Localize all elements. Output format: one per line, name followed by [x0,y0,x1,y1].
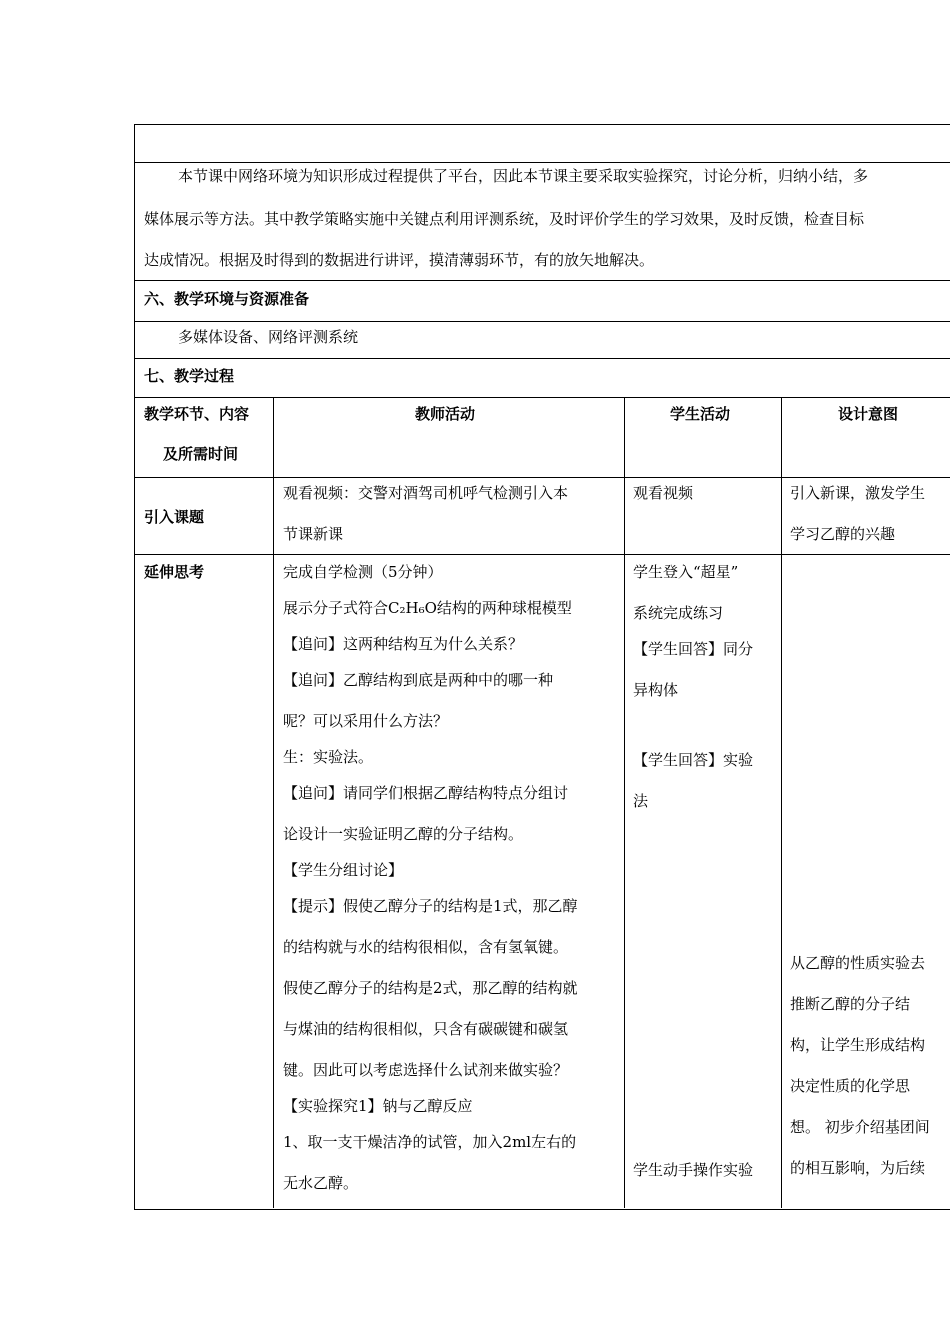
row2-student-line: 异构体 [633,681,679,699]
section6-heading: 六、教学环境与资源准备 [144,290,310,308]
intro-line-2: 媒体展示等方法。其中教学策略实施中关键点利用评测系统，及时评价学生的学习效果，及时反馈，检查目标 [144,210,865,228]
header-teacher: 教师活动 [415,405,476,423]
row2-student-line: 法 [633,792,649,810]
intro-line-1: 本节课中网络环境为知识形成过程提供了平台，因此本节课主要采取实验探究，讨论分析，归纳小结，多 [178,167,869,185]
row2-teacher-line: 【学生分组讨论】 [283,861,404,879]
row2-student-line: 【学生回答】同分 [633,640,754,658]
column-rule [273,397,274,1208]
row2-intent-line: 构，让学生形成结构 [790,1036,926,1054]
row2-teacher-line: 【追问】请同学们根据乙醇结构特点分组讨 [283,784,569,802]
table-rule [134,477,950,478]
row2-intent-line: 决定性质的化学思 [790,1077,911,1095]
table-rule [134,397,950,398]
row2-teacher-line: 与煤油的结构很相似，只含有碳碳键和碳氢 [283,1020,569,1038]
row2-teacher-line: 的结构就与水的结构很相似，含有氢氧键。 [283,938,569,956]
row1-stage: 引入课题 [144,508,205,526]
row2-student-line: 【学生回答】实验 [633,751,754,769]
header-stage-line-1: 教学环节、内容 [144,405,250,423]
row2-teacher-line: 【追问】乙醇结构到底是两种中的哪一种 [283,671,554,689]
table-rule [134,280,950,281]
row2-student-line: 学生动手操作实验 [633,1161,754,1179]
table-rule [134,162,950,163]
column-rule [781,397,782,1208]
row2-teacher-line: 生：实验法。 [283,748,374,766]
row2-teacher-line: 1、取一支干燥洁净的试管，加入2ml左右的 [283,1133,577,1151]
row2-teacher-line: 【追问】这两种结构互为什么关系？ [283,635,524,653]
table-rule [134,321,950,322]
table-rule [134,358,950,359]
row1-intent-line: 引入新课，激发学生 [790,484,926,502]
row2-stage: 延伸思考 [144,563,205,581]
row2-intent-line: 的相互影响，为后续 [790,1159,926,1177]
row1-intent-line: 学习乙醇的兴趣 [790,525,896,543]
row1-teacher-line: 节课新课 [283,525,344,543]
header-stage-line-2: 及所需时间 [163,445,239,463]
row1-teacher-line: 观看视频：交警对酒驾司机呼气检测引入本 [283,484,569,502]
section7-heading: 七、教学过程 [144,367,235,385]
table-rule [134,554,950,555]
row2-teacher-line: 【提示】假使乙醇分子的结构是1式，那乙醇 [283,897,578,915]
header-student: 学生活动 [670,405,731,423]
row2-teacher-line: 无水乙醇。 [283,1174,359,1192]
row2-teacher-line: 论设计一实验证明乙醇的分子结构。 [283,825,524,843]
row2-intent-line: 想。 初步介绍基团间 [790,1118,930,1136]
row2-teacher-line: 假使乙醇分子的结构是2式，那乙醇的结构就 [283,979,578,997]
header-intent: 设计意图 [838,405,899,423]
row2-teacher-line: 完成自学检测（5分钟） [283,563,443,581]
row2-teacher-line: 【实验探究1】钠与乙醇反应 [283,1097,473,1115]
row2-intent-line: 推断乙醇的分子结 [790,995,911,1013]
row1-student-line: 观看视频 [633,484,694,502]
column-rule [624,397,625,1208]
row2-intent-line: 从乙醇的性质实验去 [790,954,926,972]
row2-teacher-line: 键。因此可以考虑选择什么试剂来做实验？ [283,1061,569,1079]
row2-student-line: 学生登入“超星” [633,563,739,581]
section6-content: 多媒体设备、网络评测系统 [178,328,359,346]
row2-teacher-line: 呢？可以采用什么方法？ [283,712,449,730]
row2-student-line: 系统完成练习 [633,604,724,622]
intro-line-3: 达成情况。根据及时得到的数据进行讲评，摸清薄弱环节，有的放矢地解决。 [144,251,655,269]
row2-teacher-line: 展示分子式符合C₂H₆O结构的两种球棍模型 [283,599,572,617]
